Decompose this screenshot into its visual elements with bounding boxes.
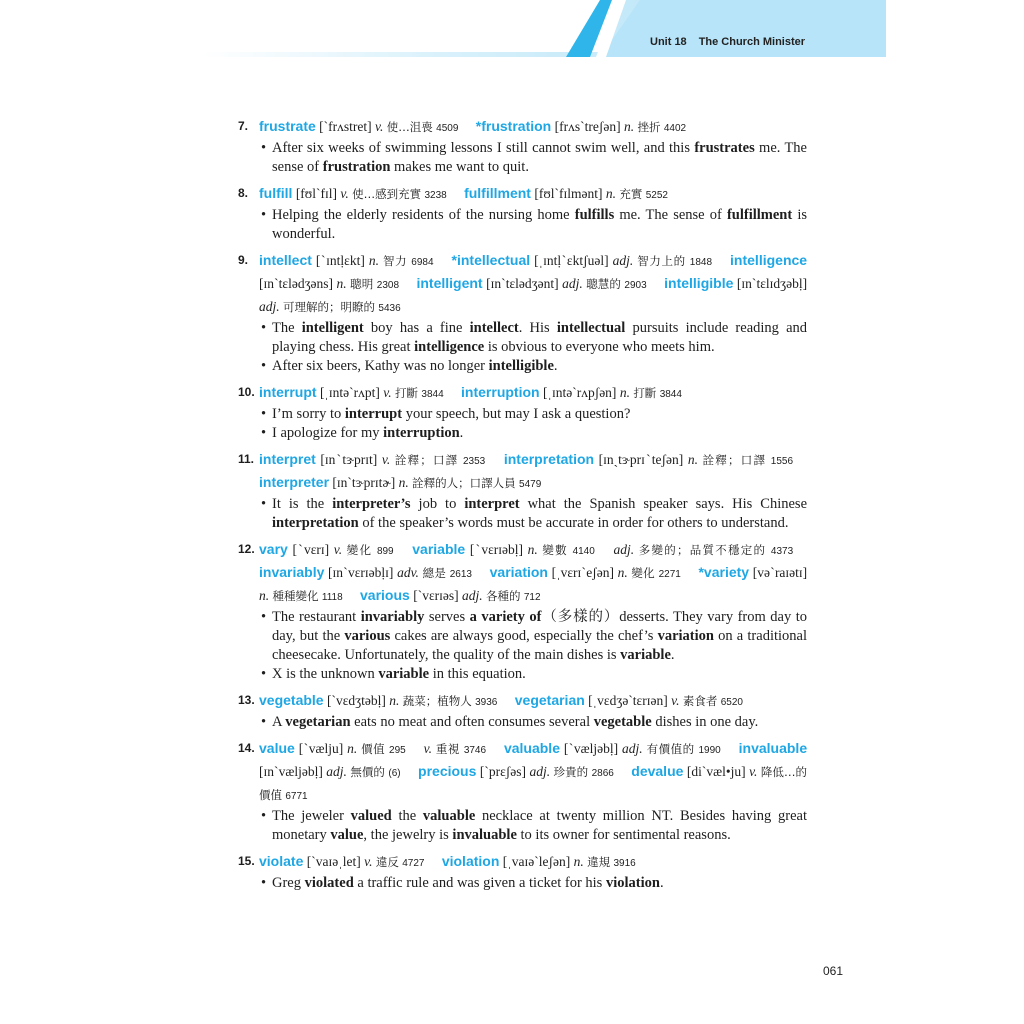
- definition: 變數: [542, 543, 568, 557]
- vocabulary-list: [232, 116, 807, 899]
- definition: 珍貴的: [553, 765, 589, 779]
- phonetic: [ˋvæljəbḷ]: [563, 741, 619, 756]
- headword-line: [232, 851, 807, 874]
- frequency: 295: [389, 745, 406, 756]
- entry-9: [232, 250, 807, 376]
- frequency: 4727: [402, 858, 425, 869]
- headword: vegetarian: [514, 692, 585, 708]
- phonetic: [ˋvɛrɪəbḷ]: [469, 542, 523, 557]
- headword: interruption: [461, 384, 540, 400]
- frequency: 712: [523, 592, 541, 603]
- part-of-speech: adj.: [529, 764, 551, 779]
- definition: 總是: [422, 566, 447, 580]
- definition: 智力上的: [637, 254, 686, 268]
- headword: frustrate: [259, 118, 316, 134]
- headword: intellect: [259, 252, 312, 268]
- headword: interpretation: [503, 451, 595, 467]
- frequency: (6): [388, 768, 401, 779]
- example-sentence: • The jeweler valued the valuable necklace at twenty million NT. Besides having great monetary value, the jewelry is invaluable to its owner for sentimental reasons.: [261, 808, 807, 843]
- definition: 重視: [435, 742, 460, 756]
- frequency: 4373: [770, 546, 794, 557]
- part-of-speech: adj.: [326, 764, 347, 779]
- part-of-speech: adj.: [259, 299, 280, 314]
- entry-15: [232, 851, 807, 893]
- frequency: 3916: [613, 858, 636, 869]
- phonetic: [ˌɪntḷˋɛktʃuəl]: [534, 253, 609, 268]
- definition: 智力: [383, 254, 408, 268]
- phonetic: [ɪnˋvɛrɪəbḷɪ]: [328, 565, 394, 580]
- part-of-speech: adj.: [613, 542, 635, 557]
- entry-number: 8.: [238, 186, 249, 200]
- headword: invariably: [259, 564, 325, 580]
- headword: precious: [418, 763, 477, 779]
- headword: intelligible: [664, 275, 734, 291]
- entry-14: [232, 738, 807, 845]
- frequency: 2308: [376, 280, 400, 291]
- definition: 使…感到充實: [352, 187, 422, 201]
- definition: 種種變化: [272, 589, 319, 603]
- headword: intelligence: [730, 252, 808, 268]
- headword: variable: [412, 541, 466, 557]
- example-sentence: • The restaurant invariably serves a variety of（多樣的）desserts. They vary from day to day, but the various cakes are always good, especially the chef’s variation on a traditional cheesecake. Unfortunately, the quality of the main dishes is variable.: [261, 609, 807, 663]
- example-sentence: • After six beers, Kathy was no longer intelligible.: [261, 358, 558, 374]
- phonetic: [ˋvaɪəˌlet]: [306, 854, 361, 869]
- part-of-speech: v.: [381, 452, 391, 467]
- part-of-speech: n.: [398, 475, 409, 490]
- phonetic: [ˋvælju]: [298, 741, 344, 756]
- frequency: 3746: [463, 745, 487, 756]
- part-of-speech: v.: [333, 542, 343, 557]
- example-sentence: • Helping the elderly residents of the nursing home fulfills me. The sense of fulfillment is wonderful.: [261, 207, 807, 242]
- frequency: 2271: [658, 569, 681, 580]
- phonetic: [ˌɪntəˋrʌpt]: [319, 385, 380, 400]
- entry-number: 14.: [238, 741, 255, 755]
- headword: vegetable: [259, 692, 324, 708]
- example-sentence: • I’m sorry to interrupt your speech, but may I ask a question?: [261, 406, 631, 422]
- phonetic: [ˋprɛʃəs]: [479, 764, 527, 779]
- part-of-speech: n.: [259, 588, 270, 603]
- part-of-speech: v.: [749, 764, 758, 779]
- entry-number: 7.: [238, 119, 249, 133]
- frequency: 3844: [421, 389, 444, 400]
- headword: violation: [441, 853, 500, 869]
- frequency: 1990: [698, 745, 721, 756]
- definition: 詮釋；口譯: [702, 453, 767, 467]
- headword: violate: [259, 853, 304, 869]
- part-of-speech: n.: [368, 253, 379, 268]
- unit-label: Unit 18: [650, 36, 687, 48]
- frequency: 3936: [475, 697, 498, 708]
- frequency: 4140: [572, 546, 595, 557]
- definition: 使…沮喪: [386, 120, 433, 134]
- example-sentence: • I apologize for my interruption.: [261, 425, 464, 441]
- phonetic: [ˋvɛrɪəs]: [413, 588, 459, 603]
- phonetic: [ˋfrʌstret]: [319, 119, 372, 134]
- entry-number: 10.: [238, 385, 255, 399]
- entry-number: 11.: [238, 452, 255, 466]
- part-of-speech: v.: [364, 854, 373, 869]
- part-of-speech: n.: [623, 119, 635, 134]
- part-of-speech: n.: [347, 741, 358, 756]
- unit-title: The Church Minister: [698, 36, 806, 48]
- definition: 價值: [361, 742, 386, 756]
- header-decoration: [0, 0, 1024, 60]
- part-of-speech: adj.: [461, 588, 483, 603]
- entry-13: [232, 690, 807, 732]
- headword: interrupt: [259, 384, 317, 400]
- definition: 聰明: [350, 277, 374, 291]
- definition: 無價的: [350, 765, 385, 779]
- headword: valuable: [503, 740, 560, 756]
- entry-7: [232, 116, 807, 177]
- frequency: 2866: [591, 768, 614, 779]
- phonetic: [ˌvɛdʒəˋtɛrɪən]: [588, 693, 668, 708]
- definition: 變化: [346, 543, 373, 557]
- entry-10: [232, 382, 807, 443]
- entry-number: 12.: [238, 542, 255, 556]
- definition: 素食者: [682, 694, 718, 708]
- frequency: 1118: [321, 592, 343, 603]
- part-of-speech: n.: [605, 186, 616, 201]
- headword: invaluable: [738, 740, 808, 756]
- entry-8: [232, 183, 807, 244]
- frequency: 1848: [689, 257, 713, 268]
- example-sentence: • Greg violated a traffic rule and was given a ticket for his violation.: [261, 875, 664, 891]
- part-of-speech: v.: [423, 741, 432, 756]
- definition: 挫折: [637, 120, 661, 134]
- definition: 打斷: [395, 386, 419, 400]
- phonetic: [ɪnˋtɝprɪt]: [320, 452, 378, 467]
- example-sentence: • X is the unknown variable in this equation.: [261, 666, 526, 682]
- headword: devalue: [631, 763, 684, 779]
- part-of-speech: adv.: [397, 565, 419, 580]
- definition: 變化: [631, 566, 655, 580]
- part-of-speech: n.: [617, 565, 628, 580]
- phonetic: [ˌɪntəˋrʌpʃən]: [542, 385, 617, 400]
- headword: fulfillment: [464, 185, 531, 201]
- part-of-speech: n.: [619, 385, 630, 400]
- definition: 可理解的；明瞭的: [283, 300, 376, 314]
- definition: 打斷: [633, 386, 657, 400]
- headword-line: [232, 690, 807, 713]
- frequency: 1556: [770, 456, 794, 467]
- part-of-speech: adj.: [622, 741, 643, 756]
- headword: variation: [489, 564, 548, 580]
- entry-number: 15.: [238, 854, 255, 868]
- headword-line: [232, 116, 807, 139]
- part-of-speech: n.: [573, 854, 584, 869]
- headword: interpreter: [259, 474, 330, 490]
- definition: 詮釋的人；口譯人員: [412, 476, 516, 490]
- definition: 違反: [375, 855, 399, 869]
- headword: *intellectual: [451, 252, 531, 268]
- headword-line: [232, 250, 807, 319]
- part-of-speech: v.: [375, 119, 384, 134]
- phonetic: [ɪnˋtɛlədʒəns]: [259, 276, 334, 291]
- phonetic: [fʊlˋfɪlmənt]: [534, 186, 603, 201]
- phonetic: [frʌsˋtreʃən]: [554, 119, 621, 134]
- headword: *frustration: [475, 118, 552, 134]
- running-header: [650, 36, 805, 48]
- part-of-speech: n.: [527, 542, 538, 557]
- phonetic: [ˋɪntḷɛkt]: [315, 253, 365, 268]
- phonetic: [diˋvæl•ju]: [686, 764, 746, 779]
- entry-12: [232, 539, 807, 684]
- definition: 有價值的: [646, 742, 695, 756]
- part-of-speech: n.: [389, 693, 400, 708]
- phonetic: [ˌvɛrɪˋeʃən]: [551, 565, 615, 580]
- page-number: 061: [823, 964, 844, 978]
- part-of-speech: v.: [383, 385, 392, 400]
- entry-number: 9.: [238, 253, 249, 267]
- headword: vary: [259, 541, 288, 557]
- headword: interpret: [259, 451, 316, 467]
- frequency: 2613: [449, 569, 472, 580]
- headword: *variety: [698, 564, 750, 580]
- phonetic: [ɪnˏtɝprɪˋteʃən]: [598, 452, 684, 467]
- frequency: 6520: [720, 697, 743, 708]
- part-of-speech: n.: [687, 452, 698, 467]
- example-sentence: • A vegetarian eats no meat and often consumes several vegetable dishes in one day.: [261, 714, 759, 730]
- headword: fulfill: [259, 185, 293, 201]
- part-of-speech: adj.: [562, 276, 583, 291]
- frequency: 4509: [436, 123, 459, 134]
- part-of-speech: v.: [340, 186, 349, 201]
- phonetic: [ɪnˋtɝprɪtɚ]: [332, 475, 396, 490]
- definition: 各種的: [486, 589, 521, 603]
- phonetic: [ɪnˋvæljəbḷ]: [259, 764, 323, 779]
- phonetic: [ˋvɛrɪ]: [292, 542, 330, 557]
- phonetic: [ɪnˋtɛlɪdʒəbḷ]: [736, 276, 808, 291]
- definition: 充實: [619, 187, 643, 201]
- definition: 詮釋；口譯: [394, 453, 459, 467]
- headword: intelligent: [416, 275, 483, 291]
- frequency: 2353: [463, 456, 486, 467]
- frequency: 5252: [645, 190, 668, 201]
- headword-line: [232, 382, 807, 405]
- part-of-speech: adj.: [612, 253, 634, 268]
- entry-11: [232, 449, 807, 533]
- definition: 違規: [587, 855, 611, 869]
- phonetic: [ˌvaɪəˋleʃən]: [502, 854, 571, 869]
- example-sentence: • The intelligent boy has a fine intellect. His intellectual pursuits include reading and playing chess. His great intelligence is obvious to everyone who meets him.: [261, 320, 808, 355]
- part-of-speech: n.: [336, 276, 347, 291]
- frequency: 3844: [659, 389, 682, 400]
- headword: value: [259, 740, 295, 756]
- phonetic: [fʊlˋfɪl]: [295, 186, 337, 201]
- phonetic: [ɪnˋtɛlədʒənt]: [486, 276, 559, 291]
- headword-line: [232, 738, 807, 807]
- headword-line: [232, 183, 807, 206]
- definition: 多變的；品質不穩定的: [638, 543, 767, 557]
- frequency: 5479: [519, 479, 542, 490]
- entry-number: 13.: [238, 693, 255, 707]
- frequency: 5436: [378, 303, 401, 314]
- frequency: 6984: [411, 257, 434, 268]
- example-sentence: • It is the interpreter’s job to interpret what the Spanish speaker says. His Chinese interpretation of the speaker’s words must be accurate in order for others to understand.: [261, 496, 808, 531]
- part-of-speech: v.: [671, 693, 680, 708]
- definition: 蔬菜；植物人: [402, 694, 472, 708]
- frequency: 6771: [285, 791, 308, 802]
- example-sentence: • After six weeks of swimming lessons I still cannot swim well, and this frustrates me. The sense of frustration makes me want to quit.: [261, 140, 807, 175]
- frequency: 3238: [424, 190, 447, 201]
- header-band: [0, 0, 1024, 60]
- headword-line: [232, 449, 807, 495]
- headword: various: [360, 587, 410, 603]
- definition: 降低…的價值: [259, 765, 807, 802]
- frequency: 2903: [624, 280, 647, 291]
- frequency: 899: [376, 546, 394, 557]
- frequency: 4402: [663, 123, 687, 134]
- phonetic: [ˋvɛdʒtəbḷ]: [326, 693, 386, 708]
- headword-line: [232, 539, 807, 608]
- phonetic: [vəˋraɪətɪ]: [752, 565, 808, 580]
- definition: 聰慧的: [586, 277, 621, 291]
